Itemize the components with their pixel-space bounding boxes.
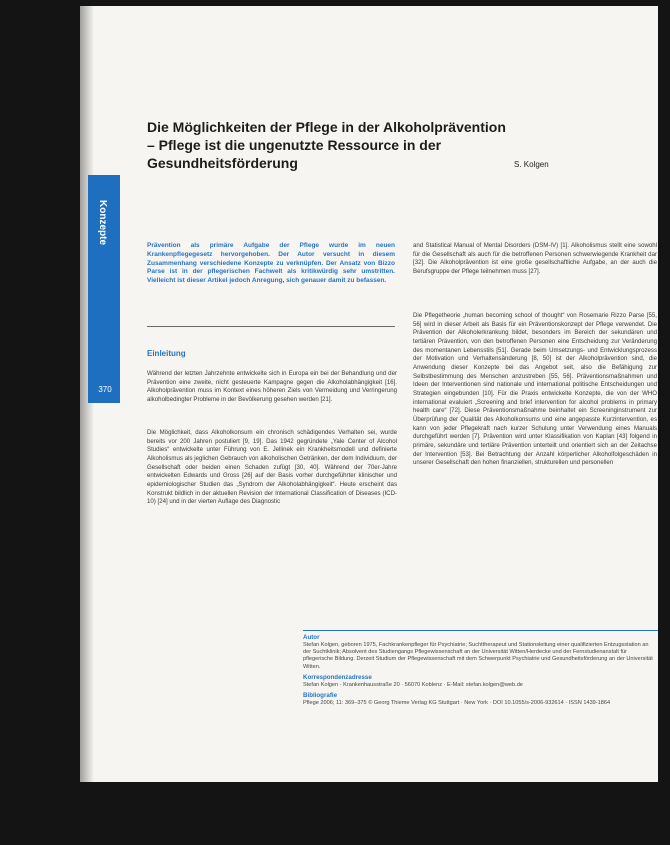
footer-divider [303,630,658,631]
abstract-divider [147,326,395,327]
author-info-heading: Autor [303,634,320,641]
body-paragraph-left-2: Die Möglichkeit, dass Alkoholkonsum ein chronisch schädigendes Verhalten sei, wurde bereits vor 200 Jahren postuliert [9, 19]. Das 1942 gegründete „Yale Center of Alcohol Studies“ entwickelte unter Führung von E. Jellinek ein Krankheitsmodell und definierte Alkoholismus als jeglichen Gebrauch von alkoholischen Getränken, der dem Individuum, der Gesellschaft oder beiden einen Schaden zufügt [30, 40]. Während der 70er-Jahre entwickelten Edwards und Gross [26] auf der Basis vorher durchgeführter klinischer und epidemiologischer Studien das „Syndrom der Alkoholabhängigkeit“. Heute erscheint das Konstrukt bildlich in der aktuellen Revision der International Classification of Diseases (ICD-10) [24] und in der vierten Auflage des Diagnostic [147,429,397,506]
body-paragraph-right-1: and Statistical Manual of Mental Disorders (DSM-IV) [1]. Alkoholismus stellt eine sowohl für die Gesellschaft als auch für die betroffenen Personen schwerwiegende Krankheit dar [32]. Die Alkoholprävention ist eine große gesellschaftliche Aufgabe, an der auch die Berufsgruppe der Pflege teilnehmen muss [27]. [413,242,657,275]
author-bio: Stefan Kolgen, geboren 1975, Fachkrankenpfleger für Psychiatrie; Suchttherapeut und Stationsleitung einer qualifizierten Entzugsstation an der Suchtklinik; Absolvent des Studiengangs Pflegewissenschaft an der Universität Witten/Herdecke und der Fernstudienanstalt für pflegerische Bildung. Derzeit Studium der Pflegewissenschaft mit dem Schwerpunkt Psychiatrie und Gesundheitsförderung an der Universität Witten. [303,642,653,670]
article-footer [303,634,655,710]
section-heading: Einleitung [147,349,186,358]
bibliography-text: Pflege 2006; 11: 369–375 © Georg Thieme Verlag KG Stuttgart · New York · DOI 10.1055/s-2006-932614 · ISSN 1439-1864 [303,700,611,707]
body-paragraph-right-2: Die Pflegetheorie „human becoming school of thought“ von Rosemarie Rizzo Parse [55, 56] wird in dieser Arbeit als Basis für ein Präventionskonzept der Pflege verwendet. Die Prävention der Alkoholerkrankung bildet, besonders im Bereich der sekundären und tertiären Prävention, von den betroffenen Personen eine Entscheidung zur Veränderung des momentanen Lebensstils [51]. Gerade beim Umsetzungs- und Entwicklungsprozess der Motivation und Verhaltensänderung [8, 50] ist der Alkoholprävention sind, die Anwendung dieser Konzepte bei das Angebot seit, also die Befähigung zur Selbstbestimmung des Menschen anzustreben [55, 56]. Präventionsmaßnahmen und Ideen der Interventionen sind nationale und international politische Entscheidungen und Strategien eingebunden [10]. Für die Praxis entwickelte Konzepte, die von der WHO international evaluiert „Screening and brief intervention for alcohol problems in primary health care“ [72]. Diese Präventionsmaßnahme beinhaltet ein Screeninginstrument zur Überprüfung der Qualität des Alkoholkonsums und eine angepasste Kurzintervention, es kann von jeder Pflegekraft nach kurzer Schulung unter Verwendung eines Manuals durchgeführt werden [7]. Prävention wird unter Klassifikation von Kaplan [43] folgend in primäre, sekundäre und tertiäre Prävention unterteilt und orientiert sich an der Zeitachse der Intervention [53]. Bei Betrachtung der Anzahl körperlicher Alkoholfolgeschäden in unserer Gesellschaft den hohen finanziellen, strukturellen und personellen [413,312,657,467]
contact-address: Stefan Kolgen · Krankenhausstraße 20 · 56070 Koblenz · E-Mail: stefan.kolgen@web.de [303,681,523,688]
page-number: 370 [98,385,112,394]
contact-heading: Korrespondenzadresse [303,673,372,681]
article-author: S. Kolgen [514,160,549,169]
article-title: Die Möglichkeiten der Pflege in der Alkoholprävention – Pflege ist die ungenutzte Ressource in der Gesundheitsförderung [147,119,506,171]
bibliography-heading: Bibliografie [303,692,338,700]
body-paragraph-left-1: Während der letzten Jahrzehnte entwickelte sich in Europa ein bei der Behandlung und der Prävention eine zweite, nicht gesteuerte Kampagne gegen die Alkoholabhängigkeit [16]. Alkoholprävention muss im Kontext eines höheren Ziels von Vermeidung und Verringerung alkoholbedingter Probleme in der Bevölkerung gesehen werden [21]. [147,370,397,403]
article-abstract: Prävention als primäre Aufgabe der Pflege wurde im neuen Krankenpflegegesetz hervorgehoben. Der Autor versucht in diesem Zusammenhang verschiedene Konzepte zu verknüpfen. Der Ansatz von Bizzo Parse ist in der pflegerischen Fachwelt als kritikwürdig sehr umstritten. Vielleicht ist dieser Artikel jedoch Anregung, sich genauer damit zu befassen. [147,242,395,285]
sidebar-section-label: Konzepte [97,200,108,245]
